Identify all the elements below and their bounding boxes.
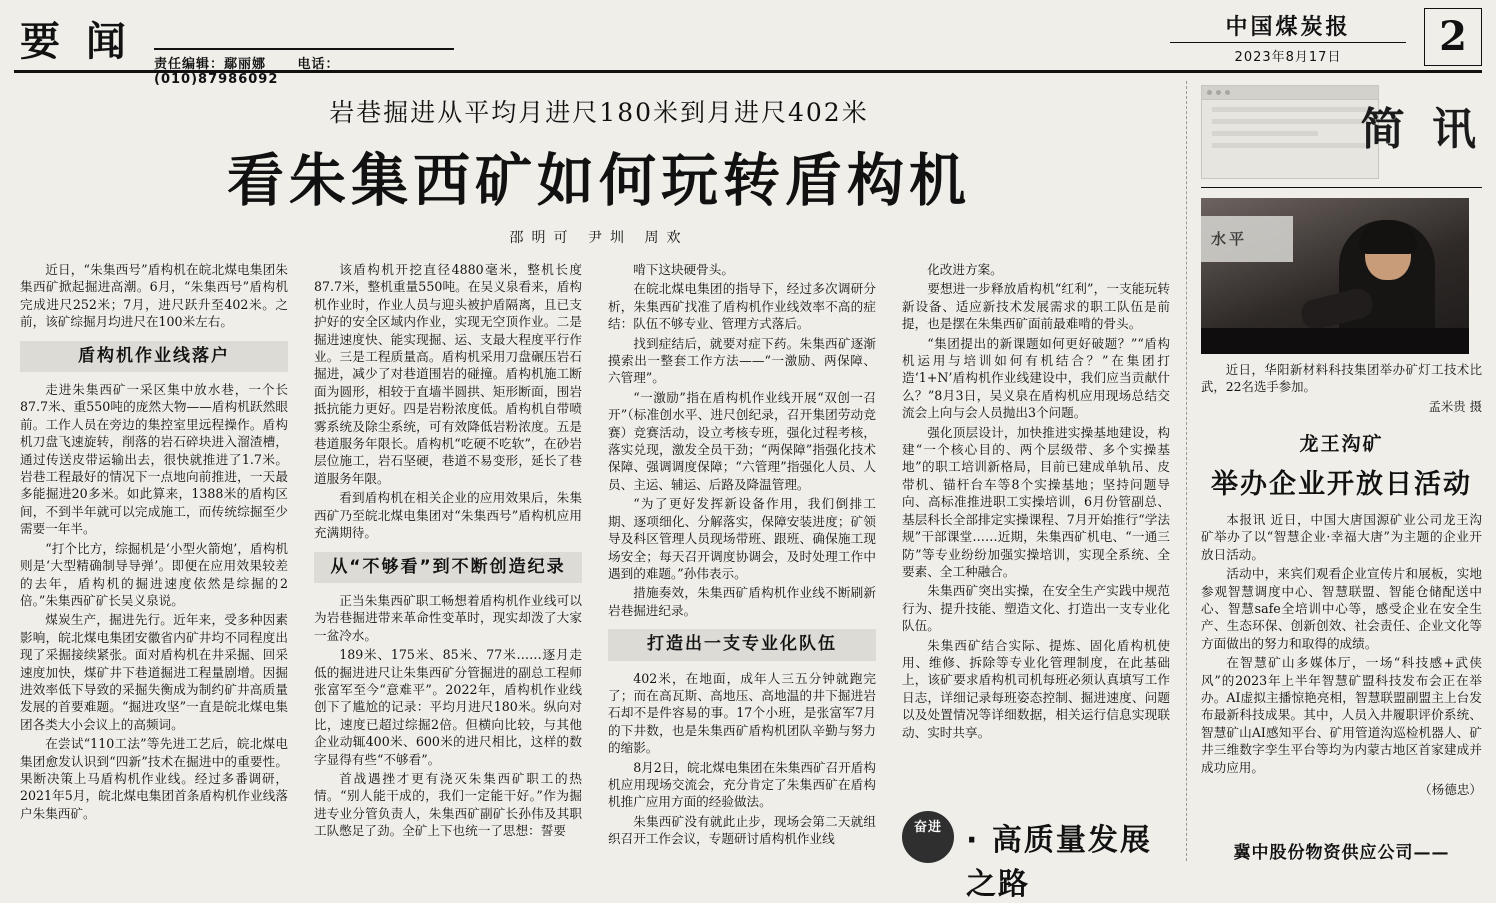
paragraph: 找到症结后，就要对症下药。朱集西矿逐渐摸索出一整套工作方法——“一激励、两保障、六管理”。 [608,335,876,386]
paragraph: 首战遇挫才更有浇灭朱集西矿职工的热情。“别人能干成的，我们一定能干好。”作为掘进专业分管负责人，朱集西矿副矿长孙伟及其职工队憋足了劲。全矿上下也统一了思想：誓要 [314,770,582,839]
brief-signature: （杨德忠） [1419,782,1482,798]
photo-caption: 近日，华阳新材料科技集团举办矿灯工技术比武，22名选手参加。 [1201,362,1482,394]
paragraph: “集团提出的新课题如何更好破题？”“盾构机运用与培训如何有机结合？”在集团打造‘1+N’盾构机作业线建设中，我们应当贡献什么？”8月3日，吴义泉在盾构机应用现场总结交流会上向与会人员抛出3个问题。 [902,335,1170,421]
article-kicker: 岩巷掘进从平均月进尺180米到月进尺402米 [329,98,869,127]
article-byline: 邵明可 尹圳 周欢 [509,230,689,246]
section-title: 要 闻 [20,18,132,65]
browser-illustration-icon [1201,85,1379,179]
photo-desk [1201,328,1469,354]
promo-text: · 高质量发展之路 [966,823,1152,902]
paragraph: “为了更好发挥新设备作用，我们倒排工期、逐项细化、分解落实，保障安装进度；矿领导及科区管理人员现场带班、跟班、确保施工现场安全；每天召开调度协调会，及时处理工作中遇到的难题。”孙伟表示。 [608,496,876,581]
paragraph: 8月2日，皖北煤电集团在朱集西矿召开盾构机应用现场交流会，充分肯定了朱集西矿在盾构机推广应用方面的经验做法。 [608,759,876,810]
browser-line [1212,143,1368,148]
paragraph: “打个比方，综掘机是‘小型火箭炮’，盾构机则是‘大型精确制导导弹’。即便在应用效果较差的去年，盾构机的掘进速度依然是综掘的2倍。”朱集西矿矿长吴义泉说。 [20,540,288,608]
paragraph: “一激励”指在盾构机作业线开展“双创一召开”（标准创水平、进尺创纪录，召开集团劳动竞赛）竞赛活动，设立考核专班，强化过程考核，落实兑现，激发全员干劲；“两保障”指强化技术保障、强调调度保障；“六管理”指强化人员、人员、主运、辅运、后路及降温管理。 [608,389,876,492]
editor-name: 责任编辑：鄢丽娜 [154,57,267,72]
paragraph: 该盾构机开挖直径4880毫米，整机长度87.7米，整机重量550吨。在吴义泉看来，盾构机作业时，作业人员与迎头被护盾隔离，且已支护好的安全区域内作业，实现无空顶作业。二是掘进速度快、能实现掘、运、支最大程度平行作业。三是工程质量高。盾构机采用刀盘碾压岩石掘进，减少了对巷道围岩的碰撞。盾构机施工断面为圆形，相较于直墙半圆拱、矩形断面，围岩抵抗能力更好。四是岩粉浓度低。盾构机自带喷雾系统及除尘系统，可有效降低岩粉浓度。五是巷道服务年限长。盾构机“吃硬不吃软”，在砂岩层位施工，岩石坚硬，巷道不易变形，延长了巷道服务年限。 [314,262,582,486]
photo-credit: 孟米贵 摄 [1428,399,1482,414]
promo-banner [902,805,1170,902]
browser-line [1212,119,1368,124]
paragraph: 走进朱集西矿一采区集中放水巷，一个长87.7米、重550吨的庞然大物——盾构机跃然眼前。工作人员在旁边的集控室里远程操作。盾构机刀盘飞速旋转，削落的岩石碎块进入溜渣槽，通过传送皮带运输出去，很快就推进了1.7米。岩巷工程最好的情况下一点地向前推进，一天最多能掘进20多米。如此算来，1388米的盾构区间，不到半年就可以完成施工，而传统综掘至少需要一年半。 [20,382,288,537]
photo-banner [1201,216,1293,262]
section-subhead: 从“不够看”到不断创造纪录 [314,552,582,583]
photo-banner-text: 水平 [1211,230,1248,248]
browser-titlebar [1202,86,1378,100]
promo-badge: 奋进 [902,811,954,863]
paragraph: 在皖北煤电集团的指导下，经过多次调研分析，朱集西矿找准了盾构机作业线效率不高的症结：队伍不够专业、管理方式落后。 [608,281,876,332]
briefs-title: 简 讯 [1360,104,1482,155]
section-subhead: 盾构机作业线落户 [20,341,288,372]
paragraph: 要想进一步释放盾构机“红利”，一支能玩转新设备、适应新技术发展需求的职工队伍是前提，也是摆在朱集西矿面前最难啃的骨头。 [902,281,1170,332]
paragraph: 朱集西矿突出实操，在安全生产实践中规范行为、提升技能、塑造文化、打造出一支专业化队伍。 [902,583,1170,634]
paper-identity [1170,8,1482,66]
brief-subtitle-big: 举办企业开放日活动 [1211,469,1472,500]
article-column-2 [314,261,582,861]
article-columns [14,261,1184,902]
paragraph: 措施奏效，朱集西矿盾构机作业线不断刷新岩巷掘进纪录。 [608,585,876,618]
paragraph: 强化顶层设计，加快推进实操基地建设，构建“一个核心目的、两个层级带、多个实操基地”的职工培训新格局，目前已建成单轨吊、皮带机、锚杆台车等8个实操基地；坚持问题导向、高标准推进职工实操培训，6月份管副总、基层科长全部排定实操课程、7月开始推行“学法规”干部课堂……近期，朱集西矿机电、“一通三防”等专业纷纷加强实操培训，实现全系统、全要素、全工种融合。 [902,424,1170,579]
paragraph: 化改进方案。 [927,262,1003,277]
masthead [14,8,1482,87]
paragraph: 本报讯 近日，中国大唐国源矿业公司龙王沟矿举办了以“智慧企业·幸福大唐”为主题的企业开放日活动。 [1201,512,1482,562]
briefs-rail [1186,81,1482,861]
article-column-1 [20,261,288,861]
paragraph: 正当朱集西矿职工畅想着盾构机作业线可以为岩巷掘进带来革命性变革时，现实却泼了大家一盆冷水。 [314,592,582,643]
paragraph: 活动中，来宾们观看企业宣传片和展板，实地参观智慧调度中心、智慧联盟、智能仓储配送中心、智慧safe全培训中心等，感受企业在安全生产、生态环保、创新创效、社会责任、企业文化等方面做出的努力和取得的成绩。 [1201,566,1482,651]
briefs-header [1201,81,1482,185]
brief-subtitle-small: 龙王沟矿 [1299,433,1384,455]
headline-area [14,81,1184,257]
page-number: 2 [1424,8,1482,66]
article-column-3 [608,261,876,861]
main-article [14,81,1184,902]
news-photo [1201,198,1469,354]
page-body [14,81,1482,902]
paragraph: 402米，在地面，成年人三五分钟就跑完了；而在高瓦斯、高地压、高地温的井下掘进岩石却不是件容易的事。17个小班，是张富军7月的下井数，也是朱集西矿盾构机团队辛勤与努力的缩影。 [608,670,876,756]
paragraph: 朱集西矿没有就此止步，现场会第二天就组织召开工作会议，专题研讨盾构机作业线 [608,813,876,847]
brief-body [1201,511,1482,776]
section-subhead: 打造出一支专业化队伍 [608,629,876,660]
paragraph: 在尝试“110工法”等先进工艺后，皖北煤电集团愈发认识到“四新”技术在掘进中的重要性。果断决策上马盾构机作业线。经过多番调研，2021年5月，皖北煤电集团首条盾构机作业线落户朱集西矿。 [20,736,288,821]
article-column-4 [902,261,1170,861]
article-headline: 看朱集西矿如何玩转盾构机 [227,148,971,214]
paper-name: 中国煤炭报 [1225,14,1351,40]
paragraph: 朱集西矿结合实际、提炼、固化盾构机使用、维修、拆除等专业化管理制度，在此基础上，该矿要求盾构机司机每班必须认真填写工作日志，详细记录每班姿态控制、掘进速度、问题以及处置情况等详细数据，相关运行信息实现联动、实时共享。 [902,637,1170,740]
rail-divider [1201,187,1482,188]
paragraph: 啃下这块硬骨头。 [633,262,734,277]
paragraph: 煤炭生产，掘进先行。近年来，受多种因素影响，皖北煤电集团安徽省内矿井均不同程度出现了采掘接续紧张。面对盾构机在井采掘、回采速度加快，煤矿井下巷道掘进工程量剧增。因掘进效率低下导致的采掘失衡成为制约矿井高质量发展的首要难题。“掘进攻坚”一直是皖北煤电集团各类大小会议上的高频词。 [20,612,288,732]
paragraph: 189米、175米、85米、77米……逐月走低的掘进进尺让朱集西矿分管掘进的副总工程师张富军至今“意难平”。2022年，盾构机作业线创下了尴尬的记录：平均月进尺180米。纵向对比，速度已超过综掘2倍。但横向比较，与其他企业动辄400米、600米的进尺相比，这样的数字显得有些“不够看”。 [314,647,582,767]
browser-line [1212,107,1368,112]
rail-footer-title: 冀中股份物资供应公司—— [1233,843,1450,863]
paragraph: 在智慧矿山多媒体厅，一场“科技感+武侠风”的2023年上半年智慧矿盟科技发布会正在举办。AI虚拟主播惊艳亮相，智慧联盟副盟主上台发布最新科技成果。其中，人员入井履职评价系统、智慧矿山AI感知平台、矿用管道沟巡检机器人、矿井三维数字孪生平台等均为内蒙古地区首家建成并成功应用。 [1201,655,1482,775]
editor-phone: 电话：(010)87986092 [154,57,340,87]
browser-line [1212,131,1318,136]
paragraph: 看到盾构机在相关企业的应用效果后，朱集西矿乃至皖北煤电集团对“朱集西号”盾构机应用充满期待。 [314,490,582,541]
paragraph: 近日，“朱集西号”盾构机在皖北煤电集团朱集西矿掀起掘进高潮。6月，“朱集西号”盾构机完成进尺252米；7月，进尺跃升至402米。之前，该矿综掘月均进尺在100米左右。 [20,262,288,330]
paper-date: 2023年8月17日 [1170,42,1406,65]
